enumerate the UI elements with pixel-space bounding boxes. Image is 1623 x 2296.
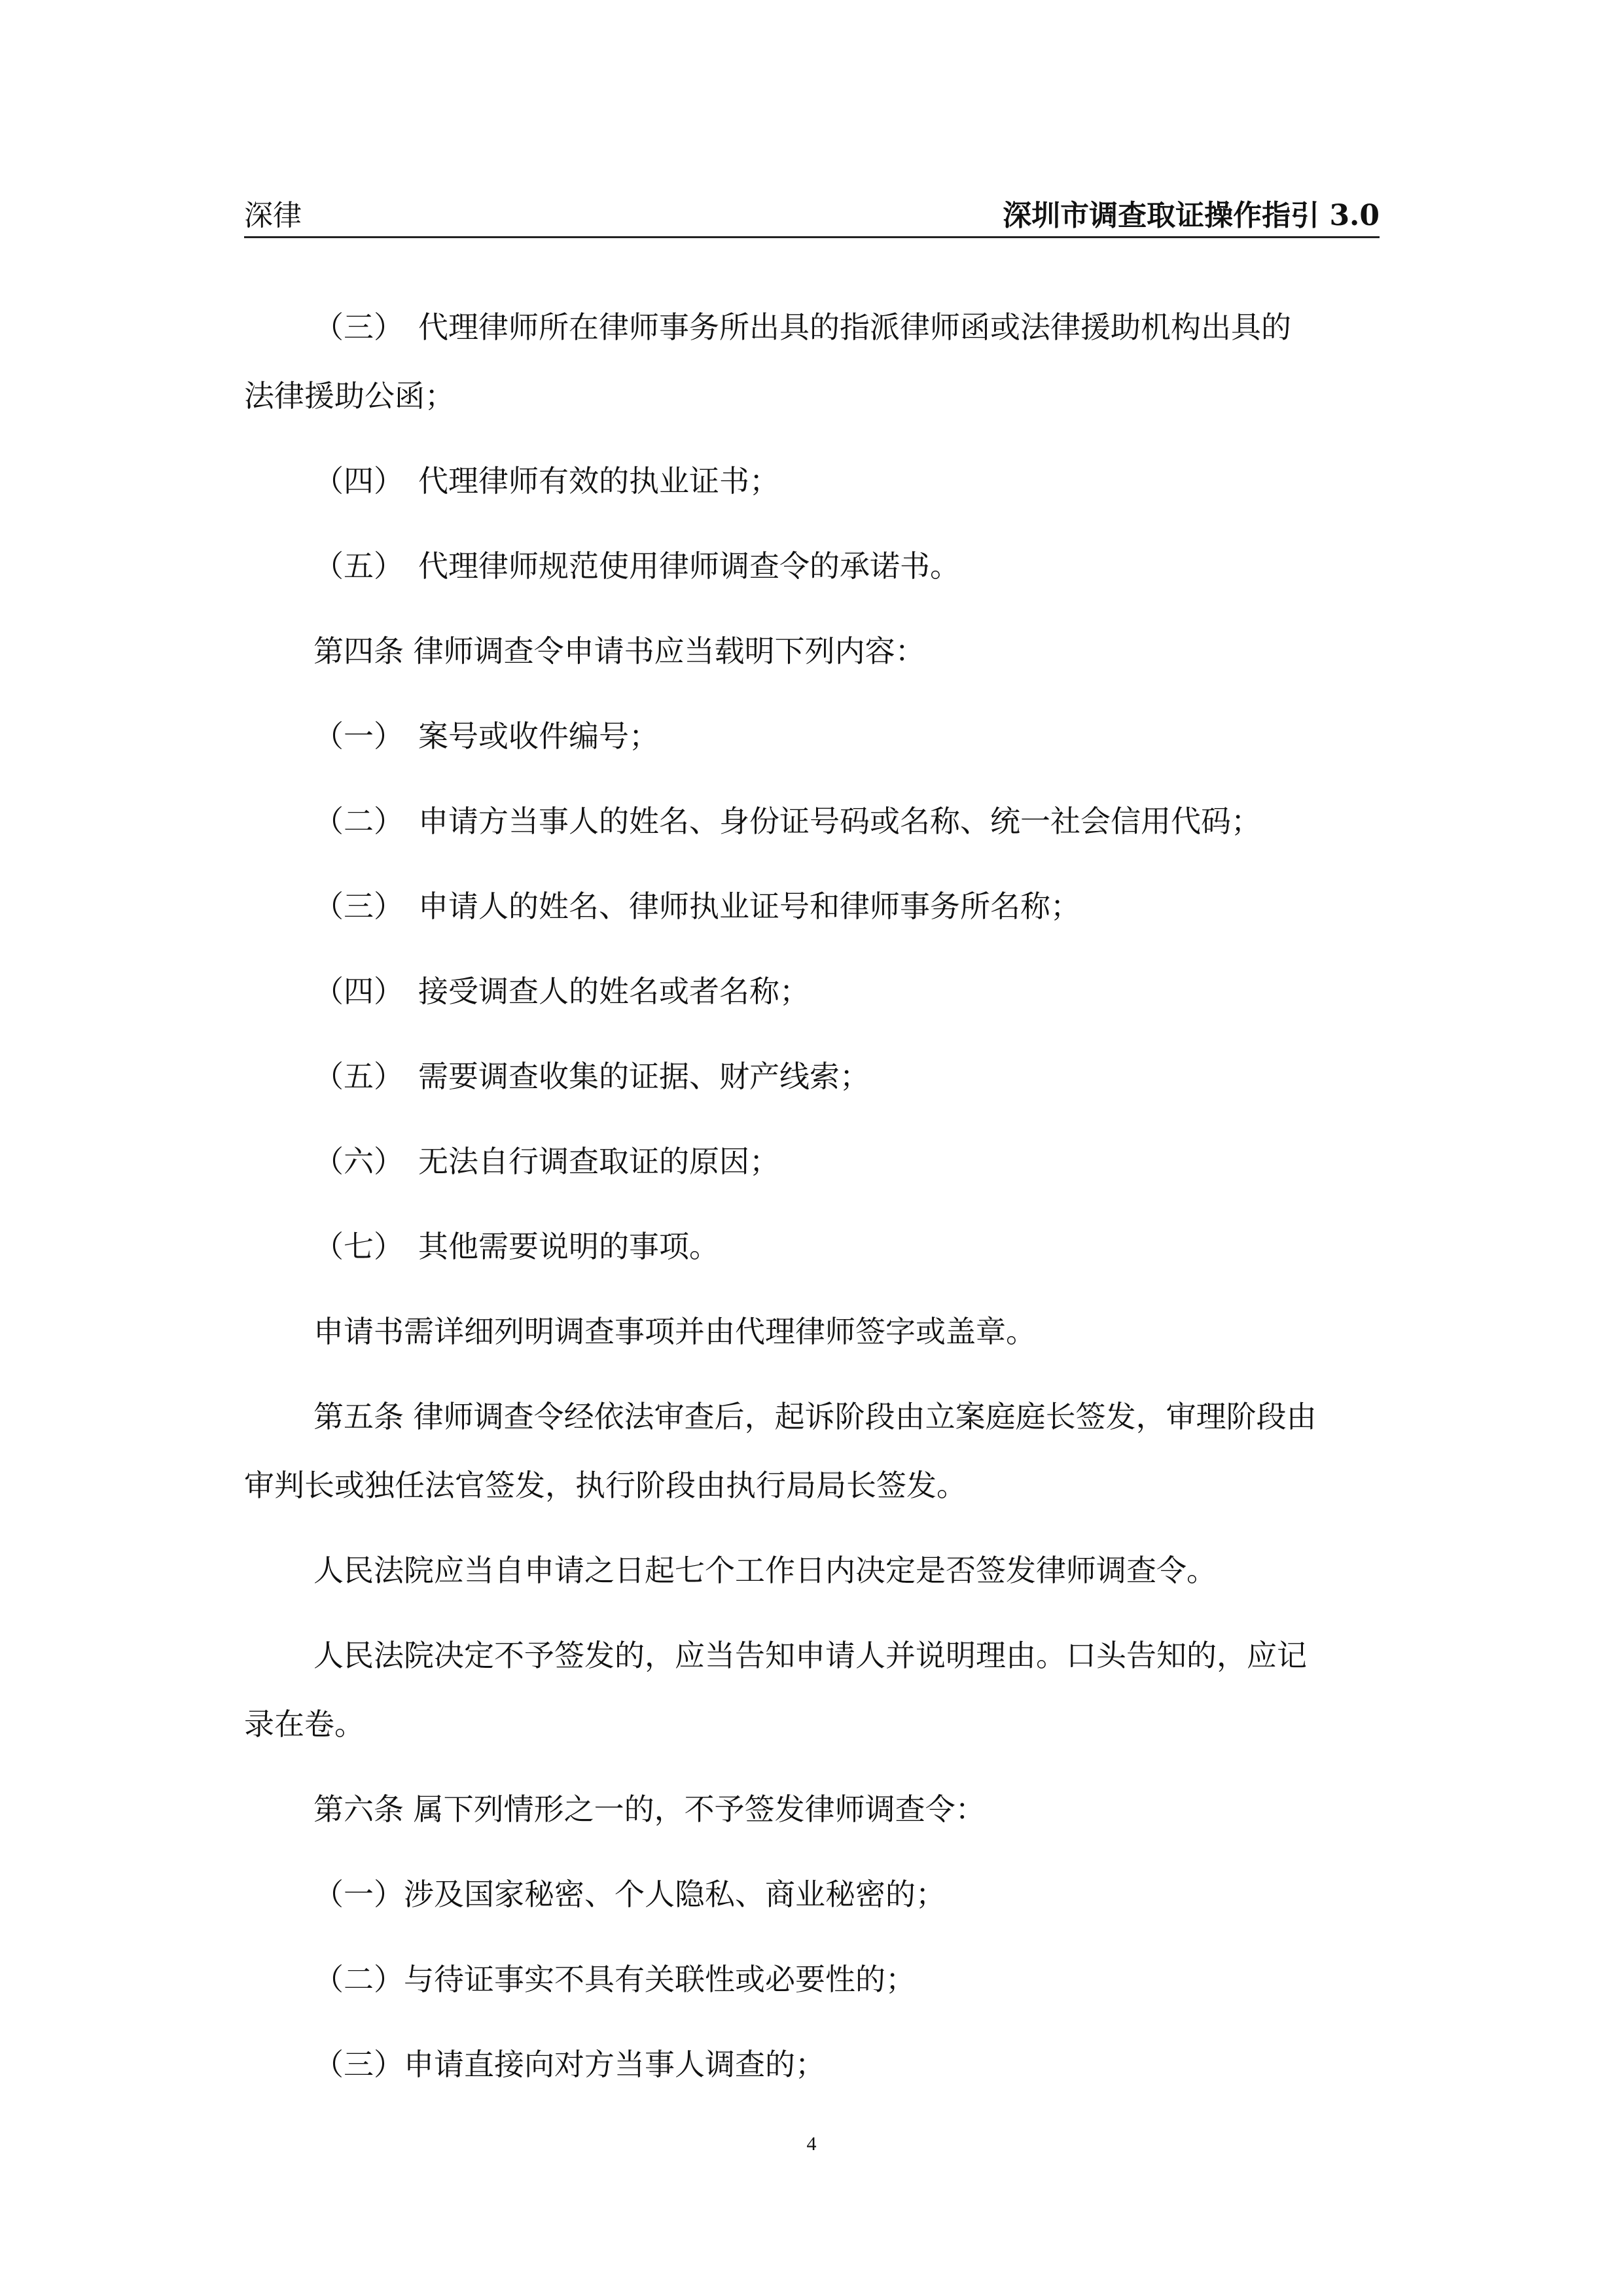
list-number: （二） [313, 1962, 404, 1997]
list-number: （六） [313, 1144, 404, 1179]
list-text: 需要调查收集的证据、财产线索； [418, 1059, 870, 1094]
list-number: （五） [313, 1059, 404, 1094]
list-number: （一） [313, 718, 404, 754]
paragraph-line [313, 1312, 1036, 1351]
list-text: 申请人的姓名、律师执业证号和律师事务所名称； [418, 889, 1080, 924]
paragraph-text: 第六条 属下列情形之一的，不予签发律师调查令： [313, 1792, 986, 1827]
list-text: 涉及国家秘密、个人隐私、商业秘密的； [404, 1877, 946, 1912]
list-item [313, 546, 960, 586]
paragraph-text: 人民法院应当自申请之日起七个工作日内决定是否签发律师调查令。 [313, 1553, 1217, 1588]
list-item [313, 1960, 916, 1999]
paragraph-text: 第五条 律师调查令经依法审查后，起诉阶段由立案庭庭长签发，审理阶段由 [313, 1399, 1317, 1434]
list-item [313, 1142, 779, 1181]
paragraph-text: 第四条 律师调查令申请书应当载明下列内容： [313, 633, 925, 669]
list-number: （二） [313, 804, 404, 839]
list-text: 申请直接向对方当事人调查的； [404, 2047, 825, 2082]
list-text: 与待证事实不具有关联性或必要性的； [404, 1962, 916, 1997]
list-text: 申请方当事人的姓名、身份证号码或名称、统一社会信用代码； [418, 804, 1261, 839]
list-number: （一） [313, 1877, 404, 1912]
page-number: 4 [806, 2133, 817, 2155]
list-item [313, 1875, 946, 1914]
list-item [313, 716, 659, 756]
list-item [313, 802, 1261, 841]
paragraph-text: 法律援助公函； [244, 378, 455, 414]
page-header [244, 186, 1380, 238]
list-text: 其他需要说明的事项。 [418, 1229, 719, 1264]
paragraph-text: 录在卷。 [244, 1706, 365, 1742]
paragraph-line [313, 1551, 1217, 1590]
paragraph-line [244, 376, 455, 415]
list-number: （三） [313, 309, 404, 345]
list-text: 无法自行调查取证的原因； [418, 1144, 779, 1179]
paragraph-text: 申请书需详细列明调查事项并由代理律师签字或盖章。 [313, 1314, 1036, 1349]
list-text: 案号或收件编号； [418, 718, 659, 754]
list-item [313, 461, 779, 501]
article-heading-6 [313, 1790, 986, 1829]
paragraph-line [244, 1704, 365, 1744]
list-number: （三） [313, 2047, 404, 2082]
list-number: （七） [313, 1229, 404, 1264]
article-heading-5 [313, 1397, 1317, 1436]
list-number: （四） [313, 463, 404, 499]
paragraph-line [313, 1636, 1307, 1675]
list-item [313, 1057, 870, 1096]
header-document-title: 深圳市调查取证操作指引 3.0 [1003, 199, 1380, 232]
header-left-label: 深律 [244, 199, 302, 232]
list-text: 接受调查人的姓名或者名称； [418, 974, 810, 1009]
paragraph-text: 审判长或独任法官签发，执行阶段由执行局局长签发。 [244, 1468, 967, 1503]
list-item [313, 972, 810, 1011]
list-number: （三） [313, 889, 404, 924]
list-number: （五） [313, 548, 404, 584]
list-text: 代理律师有效的执业证书； [418, 463, 779, 499]
list-number: （四） [313, 974, 404, 1009]
list-text: 代理律师所在律师事务所出具的指派律师函或法律援助机构出具的 [418, 309, 1291, 345]
list-item [313, 308, 1291, 347]
list-item [313, 2045, 825, 2084]
paragraph-line [244, 1466, 967, 1505]
list-item [313, 887, 1080, 926]
article-heading-4 [313, 631, 925, 671]
paragraph-text: 人民法院决定不予签发的，应当告知申请人并说明理由。口头告知的，应记 [313, 1638, 1307, 1673]
list-text: 代理律师规范使用律师调查令的承诺书。 [418, 548, 960, 584]
list-item [313, 1227, 719, 1266]
